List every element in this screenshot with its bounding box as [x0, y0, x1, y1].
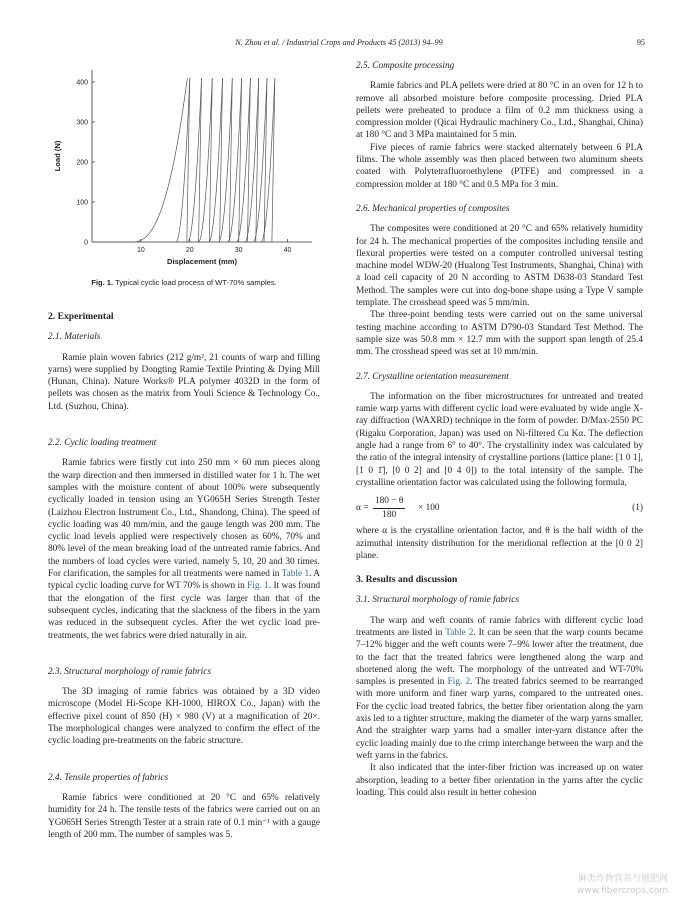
loading-curve-cycle-9	[245, 78, 259, 242]
left-column	[48, 60, 320, 841]
section-3-heading: 3. Results and discussion	[356, 574, 458, 586]
crystalline-paragraph: The information on the fiber microstructures for untreated and treated ramie warp yarns with different cyclic load were evaluated by wide angle X-ray diffraction (WAXRD) technique in the form of powder. D/Max-2550 PC (Rigaku Corporation, Japan) was used on Ni-filtered Cu Kα. The deflection angle had a range from 6° to 40°. The crystallinity index was calculated by the ratio of the integral intensity of crystalline portions (lattice plane: [1 0 1], [1 0 1̄], [0 0 2] and [0 4 0]) to the total intensity of the sample. The crystalline orientation factor was calculated using the following formula,	[356, 391, 643, 488]
structural-morphology-paragraph: The 3D imaging of ramie fabrics was obtained by a 3D video microscope (Model Hi-Scope KH-1000, HIROX Co., Japan) with the effective pixel count of 850 (H) × 980 (V) at a magnification of 20×. The morphological changes were analyzed to confirm the effect of the cyclic loading pre-treatments on the fabric structure.	[48, 687, 320, 747]
equation-1	[356, 495, 643, 521]
composite-processing-paragraph-2: Five pieces of ramie fabrics were stacked alternately between 6 PLA films. The whole assembly was then placed between two aluminum sheets coated with Polytetrafluoroethylene (PTFE) and compressed in a compression molder at 180 °C and 0.5 MPa for 3 min.	[356, 142, 643, 190]
loading-curve-cycle-2	[176, 78, 190, 242]
watermark-line-1: 麻类作物营养与施肥网	[577, 874, 668, 884]
results-paragraph-2: It also indicated that the inter-fiber friction was increased up on water absorption, leading to a better fiber orientation in the yarns after the cyclic loading. This could also result in better cohesion	[356, 763, 643, 798]
page-number: 95	[636, 38, 645, 47]
figure-1	[48, 60, 320, 290]
fig-1-link[interactable]: Fig. 1	[247, 581, 269, 592]
x-tick-label: 40	[283, 247, 292, 254]
mechanical-paragraph-1: The composites were conditioned at 20 °C and 65% relatively humidity for 24 h. The mechanical properties of the composites including tensile and flexural properties were tested on a computer controlled universal testing machine model WDW-20 (Hualong Test Instruments, Shanghai, China) with a load cell capacity of 20 N according to ASTM D638-03 Standard Test Method. The samples were cut into dog-bone shape using a Type V sample template. The crosshead speed was 5 mm/min.	[356, 224, 643, 309]
section-3-1-heading: 3.1. Structural morphology of ramie fabrics	[356, 595, 519, 606]
loading-curve-cycle-1	[92, 78, 187, 242]
caption-text: Typical cyclic load process of WT-70% samples.	[115, 278, 277, 287]
watermark	[577, 873, 668, 897]
section-2-3-heading: 2.3. Structural morphology of ramie fabrics	[48, 666, 211, 677]
equation-numerator: 180 − θ	[373, 495, 405, 508]
results-paragraph-1: The warp and weft counts of ramie fabrics with different cyclic load treatments are listed in Table 2. It can be seen that the warp counts became 7–12% bigger and the weft counts were 7–9% lower after the treatment, due to the fact that the treated fabrics were lengthened along the warp and shortened along the weft. The morphology of the untreated and WT-70% samples is presented in Fig. 2. The treated fabrics seemed to be rearranged with more uniform and finer warp yarns, compared to the untreated ones. For the cyclic load treated fabrics, the better fiber orientation along the yarn axis led to a tighter structure, making the diameter of the warp yarns smaller. And the straighter warp yarns had a smaller inter-yarn distance after the cyclic loading mainly due to the crimp interchange between the warp and the weft yarns in the fabrics.	[356, 615, 643, 761]
x-tick-label: 10	[136, 247, 145, 254]
loading-curve-cycle-3	[188, 78, 202, 242]
x-tick-label: 30	[234, 247, 243, 254]
table-2-link[interactable]: Table 2	[445, 627, 474, 638]
equation-rhs: × 100	[418, 503, 440, 514]
section-2-6-heading: 2.6. Mechanical properties of composites	[356, 203, 510, 214]
fig-2-link[interactable]: Fig. 2	[447, 677, 471, 688]
figure-caption	[48, 277, 320, 289]
y-tick-label: 400	[76, 79, 88, 87]
y-axis-label: Load (N)	[53, 140, 62, 172]
loading-curve-cycle-6	[219, 78, 233, 242]
equation-number: (1)	[632, 503, 643, 514]
section-2-heading: 2. Experimental	[48, 311, 114, 322]
table-1-link[interactable]: Table 1	[281, 569, 310, 580]
caption-label: Fig. 1.	[91, 278, 114, 287]
x-tick-label: 20	[185, 247, 194, 254]
mechanical-paragraph-2: The three-point bending tests were carried out on the same universal testing machine according to ASTM D790-03 Standard Test Method. The sample size was 50.8 mm × 12.7 mm with the support span length of 25.4 mm. The crosshead speed was set at 10 mm/min.	[356, 310, 643, 358]
y-tick-label: 0	[84, 239, 88, 247]
section-2-7-heading: 2.7. Crystalline orientation measurement	[356, 371, 509, 382]
y-tick-label: 100	[76, 199, 88, 207]
materials-paragraph: Ramie plain woven fabrics (212 g/m², 21 counts of warp and filling yarns) were supplied by Dongting Ramie Textile Printing & Dying Mill (Hunan, China). Nature Works® PLA polymer 4032D in the form of pellets was chosen as the matrix from Youli Science & Technology Co., Ltd. (Suzhou, China).	[48, 352, 320, 412]
y-tick-label: 200	[76, 159, 88, 167]
watermark-line-2: www.fibercrops.com	[577, 886, 668, 896]
section-2-4-heading: 2.4. Tensile properties of fabrics	[48, 772, 169, 783]
journal-citation: N. Zhou et al. / Industrial Crops and Products 45 (2013) 94–99	[235, 38, 443, 47]
y-tick-label: 300	[76, 119, 88, 127]
equation-denominator: 180	[382, 509, 397, 520]
equation-lhs: α =	[356, 503, 369, 514]
equation-fraction	[373, 495, 405, 521]
tensile-paragraph: Ramie fabrics were conditioned at 20 °C and 65% relatively humidity for 24 h. The tensile tests of the fabrics were carried out on an YG065H Series Strength Tester at a strain rate of 0.1 min⁻¹ with a gauge length of 200 mm. The number of samples was 5.	[48, 792, 320, 840]
section-2-5-heading: 2.5. Composite processing	[356, 61, 455, 71]
loading-curve-cycle-11	[261, 78, 275, 242]
x-axis-label: Displacement (mm)	[166, 257, 238, 266]
right-column	[356, 60, 643, 799]
section-2-1-heading: 2.1. Materials	[48, 332, 101, 343]
composite-processing-paragraph-1: Ramie fabrics and PLA pellets were dried at 80 °C in an oven for 12 h to remove all absorbed moisture before composite processing. Dried PLA pellets were preheated to produce a film of 0.2 mm thickness using a compression molder (Qicai Hydraulic machinery Co., Ltd., Shanghai, China) at 180 °C and 3 MPa maintained for 5 min.	[356, 81, 643, 141]
load-displacement-chart	[48, 64, 320, 276]
loading-curve-cycle-10	[253, 78, 267, 242]
cyclic-loading-paragraph: Ramie fabrics were firstly cut into 250 mm × 60 mm pieces along the warp direction and then immersed in distilled water for 1 h. The wet samples with the moisture content of about 100% were subsequently cyclically loaded in tension using an YG065H Series Strength Tester (Laizhou Electron Instrument Co., Ltd., Shandong, China). The speed of cyclic loading was 40 mm/min, and the gauge length was 200 mm. The cyclic load levels applied were respectively chosen as 60%, 70% and 80% level of the mean breaking load of the untreated ramie fabrics. And the numbers of load cycles were varied, namely 5, 10, 20 and 30 times. For clarification, the samples for all treatments were named in Table 1. A typical cyclic loading curve for WT 70% is shown in Fig. 1. It was found that the elongation of the first cycle was larger than that of the subsequent cycles, indicating that the slackness of the fibers in the yarn was reduced in the subsequent cycles. After the wet cyclic load pre-treatments, the wet fabrics were dried naturally in air.	[48, 458, 320, 641]
section-2-2-heading: 2.2. Cyclic loading treatment	[48, 438, 157, 449]
equation-where-paragraph: where α is the crystalline orientation factor, and θ is the half width of the azimuthal intensity distribution for the meridional reflection at the [0 0 2] plane.	[356, 526, 643, 561]
